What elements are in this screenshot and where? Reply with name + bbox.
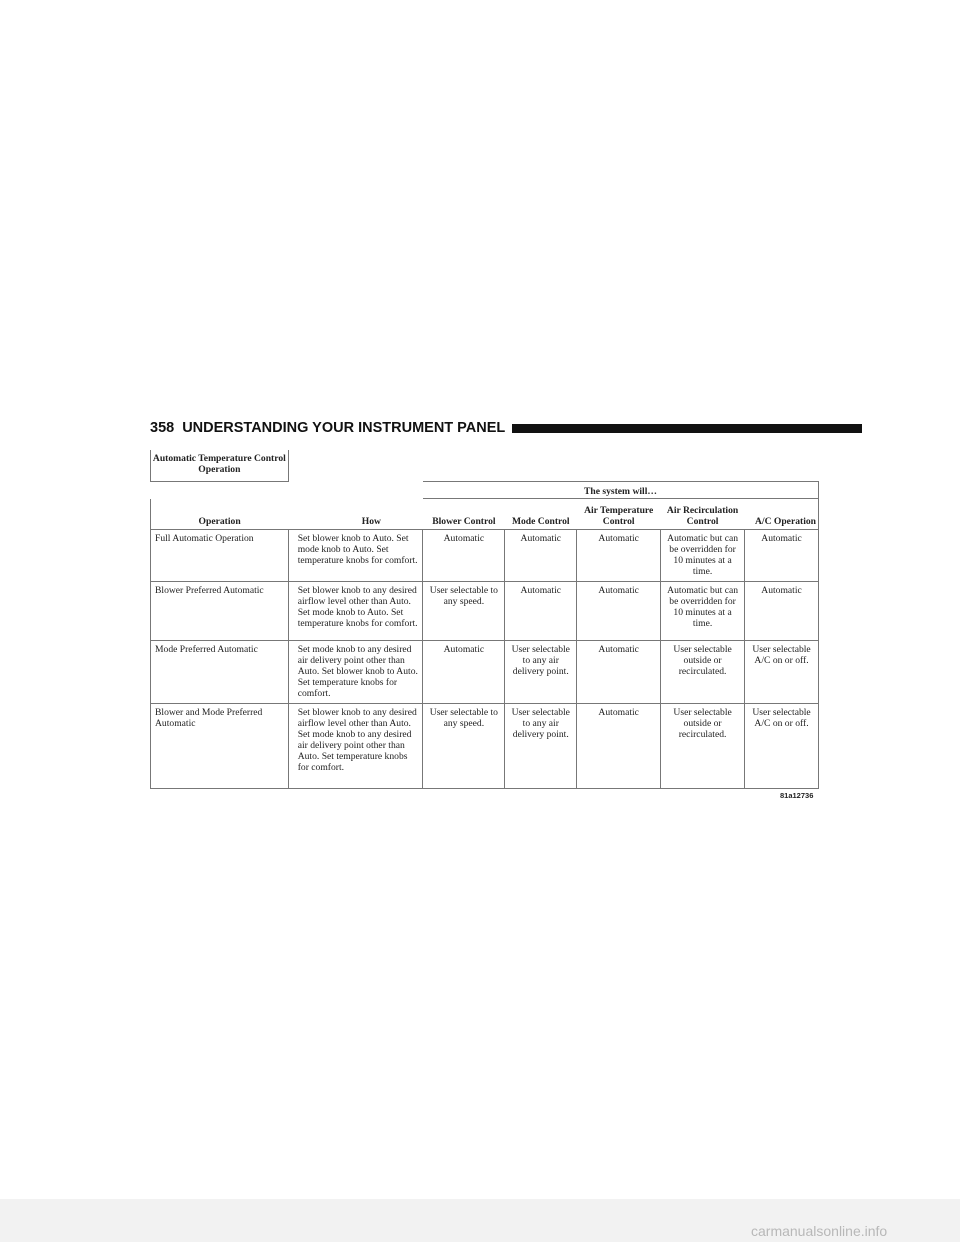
column-header: How [288, 499, 423, 530]
cell-air-temp: Automatic [577, 582, 661, 641]
cell-ac: Automatic [745, 582, 819, 641]
page-number: 358 [150, 420, 175, 436]
table-row [151, 530, 819, 582]
cell-how: Set blower knob to any desired airflow level other than Auto. Set mode knob to Auto. Set temperature knobs for comfort. [288, 582, 423, 641]
cell-blower: Automatic [423, 641, 505, 704]
column-header: Operation [151, 499, 289, 530]
cell-operation: Mode Preferred Automatic [151, 641, 289, 704]
cell-recirc: Automatic but can be overridden for 10 minutes at a time. [661, 582, 745, 641]
cell-operation: Blower and Mode Preferred Automatic [151, 704, 289, 789]
group-header-row [151, 482, 819, 499]
column-header: Mode Control [505, 499, 577, 530]
table-title-row [151, 450, 819, 482]
cell-how: Set mode knob to any desired air delivery point other than Auto. Set blower knob to Auto. Set temperature knobs for comfort. [288, 641, 423, 704]
cell-ac: User selectable A/C on or off. [745, 641, 819, 704]
cell-recirc: User selectable outside or recirculated. [661, 704, 745, 789]
page-title: UNDERSTANDING YOUR INSTRUMENT PANEL [182, 420, 506, 436]
cell-mode: User selectable to any air delivery point. [505, 641, 577, 704]
figure-id: 81a12736 [780, 791, 814, 800]
header-rule [512, 424, 862, 433]
table-row [151, 704, 819, 789]
table-row [151, 582, 819, 641]
column-header: Blower Control [423, 499, 505, 530]
cell-mode: Automatic [505, 530, 577, 582]
column-header: Air Temperature Control [577, 499, 661, 530]
table-top-title: Automatic Temperature Control Operation [151, 450, 289, 482]
cell-operation: Blower Preferred Automatic [151, 582, 289, 641]
cell-recirc: User selectable outside or recirculated. [661, 641, 745, 704]
cell-operation: Full Automatic Operation [151, 530, 289, 582]
cell-mode: User selectable to any air delivery point. [505, 704, 577, 789]
cell-how: Set blower knob to any desired airflow level other than Auto. Set mode knob to any desired air delivery point other than Auto. Set temperature knobs for comfort. [288, 704, 423, 789]
table-row [151, 641, 819, 704]
cell-air-temp: Automatic [577, 530, 661, 582]
cell-blower: User selectable to any speed. [423, 582, 505, 641]
column-header: Air Recirculation Control [661, 499, 745, 530]
cell-air-temp: Automatic [577, 704, 661, 789]
column-header: A/C Operation [745, 499, 819, 530]
column-header-row [151, 499, 819, 530]
cell-ac: Automatic [745, 530, 819, 582]
watermark-text[interactable]: carmanualsonline.info [751, 1223, 888, 1239]
cell-blower: User selectable to any speed. [423, 704, 505, 789]
cell-how: Set blower knob to Auto. Set mode knob to Auto. Set temperature knobs for comfort. [288, 530, 423, 582]
cell-mode: Automatic [505, 582, 577, 641]
page-header [150, 419, 862, 437]
cell-blower: Automatic [423, 530, 505, 582]
group-header: The system will… [423, 482, 819, 499]
cell-recirc: Automatic but can be overridden for 10 minutes at a time. [661, 530, 745, 582]
climate-control-table [150, 450, 819, 789]
cell-ac: User selectable A/C on or off. [745, 704, 819, 789]
cell-air-temp: Automatic [577, 641, 661, 704]
